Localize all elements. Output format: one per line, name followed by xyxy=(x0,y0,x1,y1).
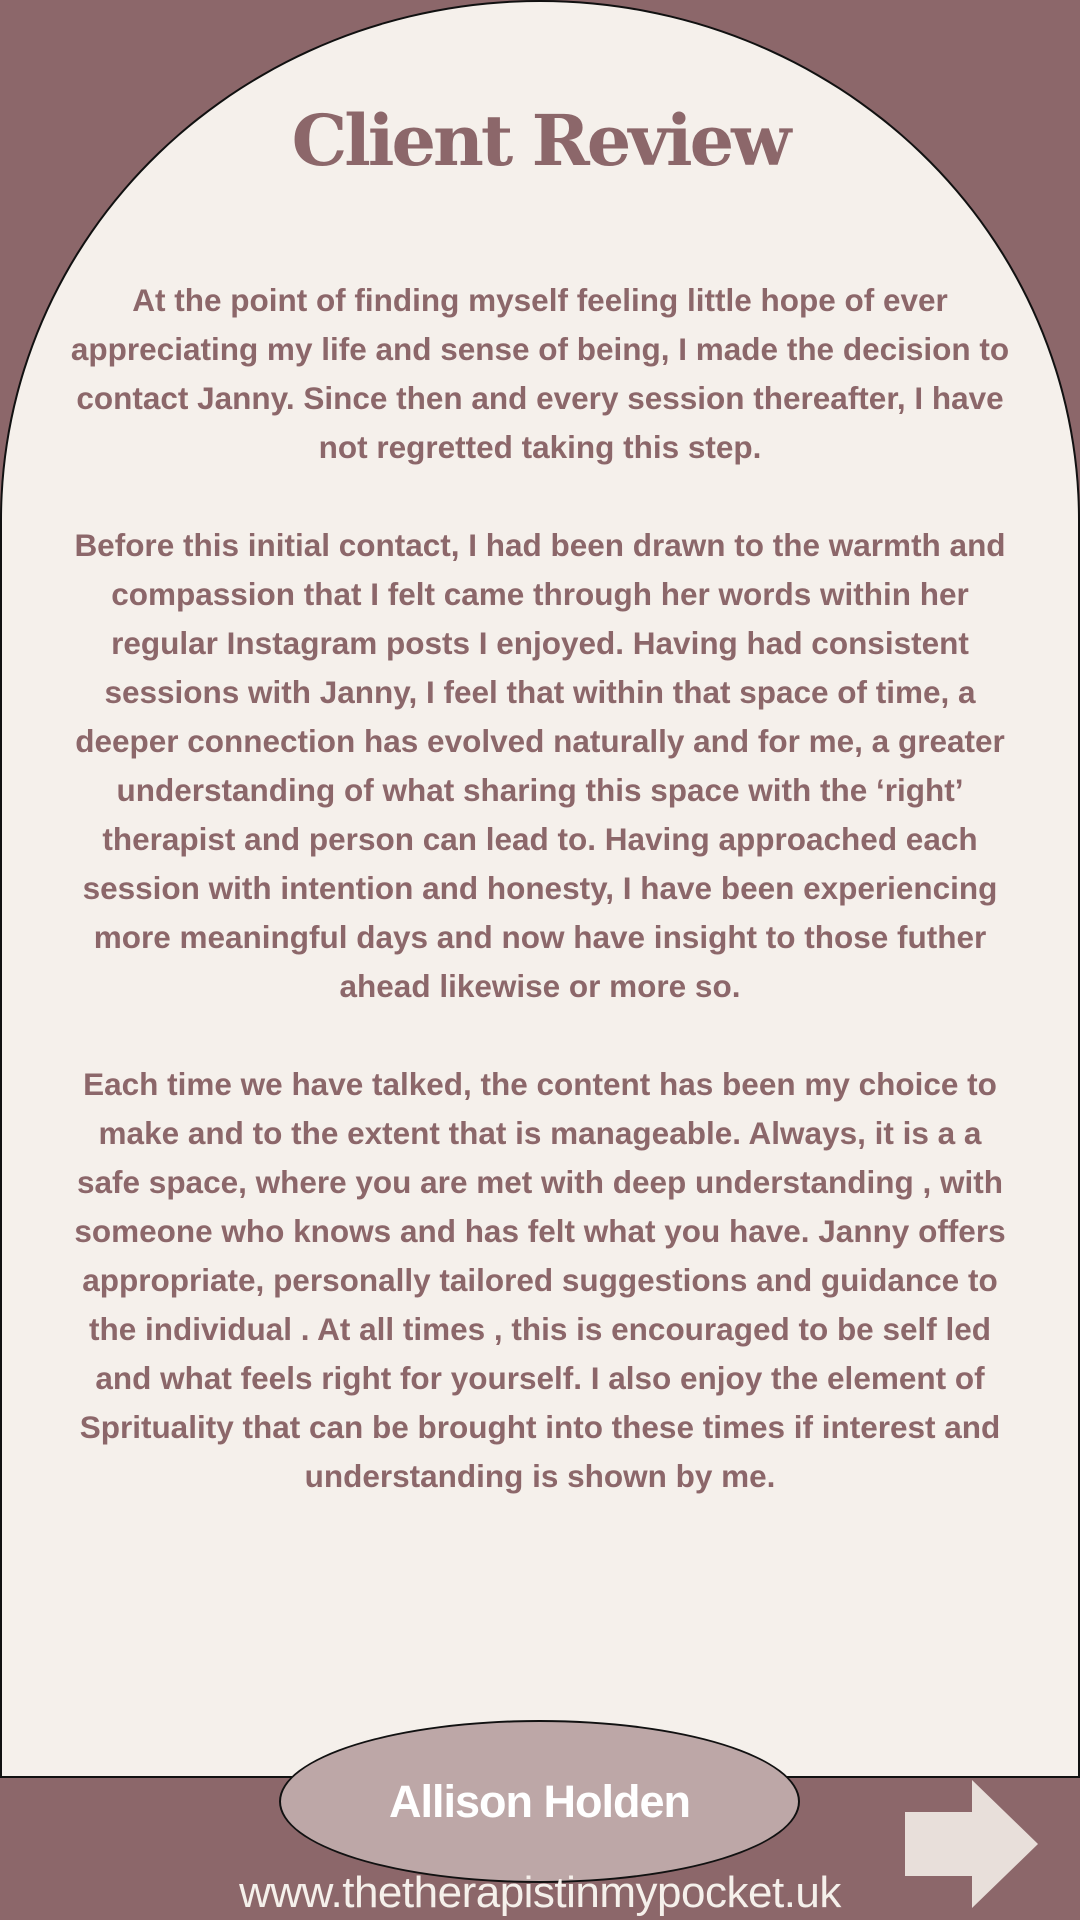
reviewer-badge xyxy=(279,1720,800,1883)
website-link[interactable]: www.thetherapistinmypocket.uk xyxy=(239,1868,841,1917)
arrow-right-icon[interactable] xyxy=(905,1780,1038,1908)
reviewer-name: Allison Holden xyxy=(389,1775,690,1827)
review-body xyxy=(70,276,1010,1550)
review-paragraph-2: Before this initial contact, I had been drawn to the warmth and compassion that I felt came through her words within her regular Instagram posts I enjoyed. Having had consistent sessions with Janny, I feel that within that space of time, a deeper connection has evolved naturally and for me, a greater understanding of what sharing this space with the ‘right’ therapist and person can lead to. Having approached each session with intention and honesty, I have been experiencing more meaningful days and now have insight to those futher ahead likewise or more so. xyxy=(74,527,1006,1004)
review-paragraph-3: Each time we have talked, the content has been my choice to make and to the extent that is manageable. Always, it is a a safe space, where you are met with deep understanding , with someone who knows and has felt what you have. Janny offers appropriate, personally tailored suggestions and guidance to the individual . At all times , this is encouraged to be self led and what feels right for yourself. I also enjoy the element of Sprituality that can be brought into these times if interest and understanding is shown by me. xyxy=(74,1066,1006,1494)
review-paragraph-1: At the point of finding myself feeling little hope of ever appreciating my life and sense of being, I made the decision to contact Janny. Since then and every session thereafter, I have not regretted taking this step. xyxy=(70,282,1010,465)
page-title: Client Review xyxy=(291,99,789,182)
arrow-right-shape xyxy=(905,1780,1038,1908)
